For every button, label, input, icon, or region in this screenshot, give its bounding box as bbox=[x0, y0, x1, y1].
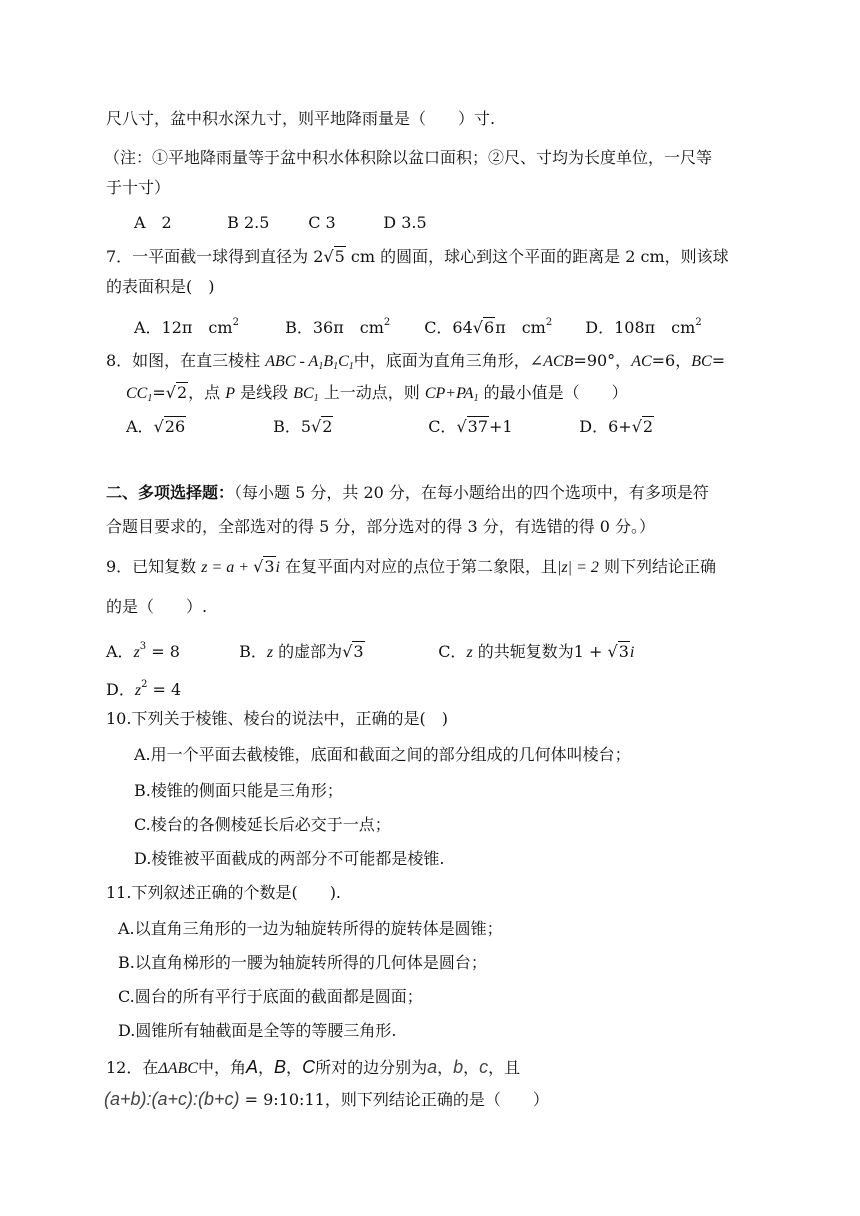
q9-option-a: A．$z^3 = 8$ bbox=[106, 641, 180, 661]
line-q6-note: （注：①平地降雨量等于盆中积水体积除以盆口面积；②尺、寸均为长度单位，一尺等 bbox=[104, 148, 713, 167]
triangle-abc: ΔABC bbox=[158, 1060, 198, 1077]
q10-option-c: C.棱台的各侧棱延长后必交于一点； bbox=[134, 815, 391, 834]
q8-option-c: C．√37+1 bbox=[428, 417, 513, 436]
q6-option-a: A 2 bbox=[134, 213, 172, 232]
section-2-title: 二、多项选择题： bbox=[106, 483, 235, 502]
q7-text-b: cm 的圆面，球心到这个平面的距离是 2 cm，则该球 bbox=[345, 247, 729, 266]
q11-option-b: B.以直角梯形的一腰为轴旋转所得的几何体是圆台； bbox=[118, 953, 487, 972]
line-q6-note-end: 于十寸） bbox=[106, 178, 171, 197]
q9-option-d: D．$z^2 = 4$ bbox=[106, 679, 182, 699]
q8-option-a: A．√26 bbox=[126, 417, 186, 436]
q8-option-d: D．6+√2 bbox=[579, 417, 654, 436]
ratio-expression: (a+b):(a+c):(b+c) bbox=[104, 1089, 240, 1109]
q10-option-a: A.用一个平面去截棱锥，底面和截面之间的部分组成的几何体叫棱台； bbox=[134, 745, 631, 764]
q7-text-a: 7．一平面截一球得到直径为 2 bbox=[106, 247, 324, 266]
q8-stem-line2: $CC_1=√2$，点 P 是线段 $BC_1$ 上一动点，则 $CP+PA_1$ 的最小值是（ ） bbox=[126, 383, 628, 404]
q8-prism: ABC - $A_1B_1C_1$ bbox=[265, 353, 354, 372]
q9-options-row1 bbox=[106, 636, 634, 664]
q7-options bbox=[134, 312, 702, 339]
q10-stem: 10.下列关于棱锥、棱台的说法中，正确的是( ) bbox=[106, 709, 448, 728]
q12-stem-line1: 12．在ΔABC中，角A，B，C所对的边分别为a，b，c，且 bbox=[106, 1057, 521, 1077]
q7-option-b: B．36π $cm^2$ bbox=[285, 317, 391, 337]
q7-stem-line1 bbox=[106, 246, 729, 268]
sqrt-2: √2 bbox=[165, 383, 188, 402]
section-2-heading bbox=[106, 482, 709, 504]
q8-stem-line1: 8．如图，在直三棱柱 ABC - $A_1B_1C_1$中，底面为直角三角形，∠ACB=90°，AC=6，BC= bbox=[106, 351, 726, 372]
q11-option-c: C.圆台的所有平行于底面的截面都是圆面； bbox=[118, 987, 423, 1006]
q11-stem: 11.下列叙述正确的个数是( ). bbox=[106, 883, 342, 902]
q6-options bbox=[134, 212, 427, 234]
q10-option-b: B.棱锥的侧面只能是三角形； bbox=[134, 781, 343, 800]
q7-option-d: D．108π $cm^2$ bbox=[585, 317, 702, 337]
q8-option-b: B．5√2 bbox=[273, 417, 333, 436]
q6-option-b: B 2.5 bbox=[227, 213, 270, 232]
q7-stem-line2: 的表面积是( ) bbox=[106, 277, 215, 296]
q10-option-d: D.棱锥被平面截成的两部分不可能都是棱锥. bbox=[134, 849, 445, 868]
section-2-desc: （每小题 5 分，共 20 分，在每小题给出的四个选项中，有多项是符 bbox=[234, 483, 709, 502]
q9-stem-line1: 9．已知复数 z = a + √3i 在复平面内对应的点位于第二象限，且|z| = 2 则下列结论正确 bbox=[106, 557, 716, 576]
line-q6-stem-end: 尺八寸，盆中积水深九寸，则平地降雨量是（ ）寸. bbox=[106, 109, 496, 128]
q6-option-d: D 3.5 bbox=[383, 213, 427, 232]
q9-option-b: B．z 的虚部为√3 bbox=[239, 642, 364, 661]
q7-option-a: A．12π $cm^2$ bbox=[134, 317, 239, 337]
sqrt-5: √5 bbox=[323, 247, 345, 266]
q8-options bbox=[126, 416, 654, 438]
q6-option-c: C 3 bbox=[308, 213, 336, 232]
q11-option-a: A.以直角三角形的一边为轴旋转所得的旋转体是圆锥； bbox=[118, 919, 503, 938]
q7-option-c: C．64√6π $cm^2$ bbox=[424, 317, 553, 337]
q9-stem-line2: 的是（ ）. bbox=[106, 597, 208, 616]
q12-stem-line2: (a+b):(a+c):(b+c) = 9:10:11，则下列结论正确的是（ ） bbox=[104, 1089, 549, 1109]
section-2-desc-line2: 合题目要求的，全部选对的得 5 分，部分选对的得 3 分，有选错的得 0 分。） bbox=[106, 517, 656, 536]
q9-option-c: C．z 的共轭复数为1 + √3i bbox=[438, 642, 635, 661]
q11-option-d: D.圆锥所有轴截面是全等的等腰三角形. bbox=[118, 1021, 397, 1040]
